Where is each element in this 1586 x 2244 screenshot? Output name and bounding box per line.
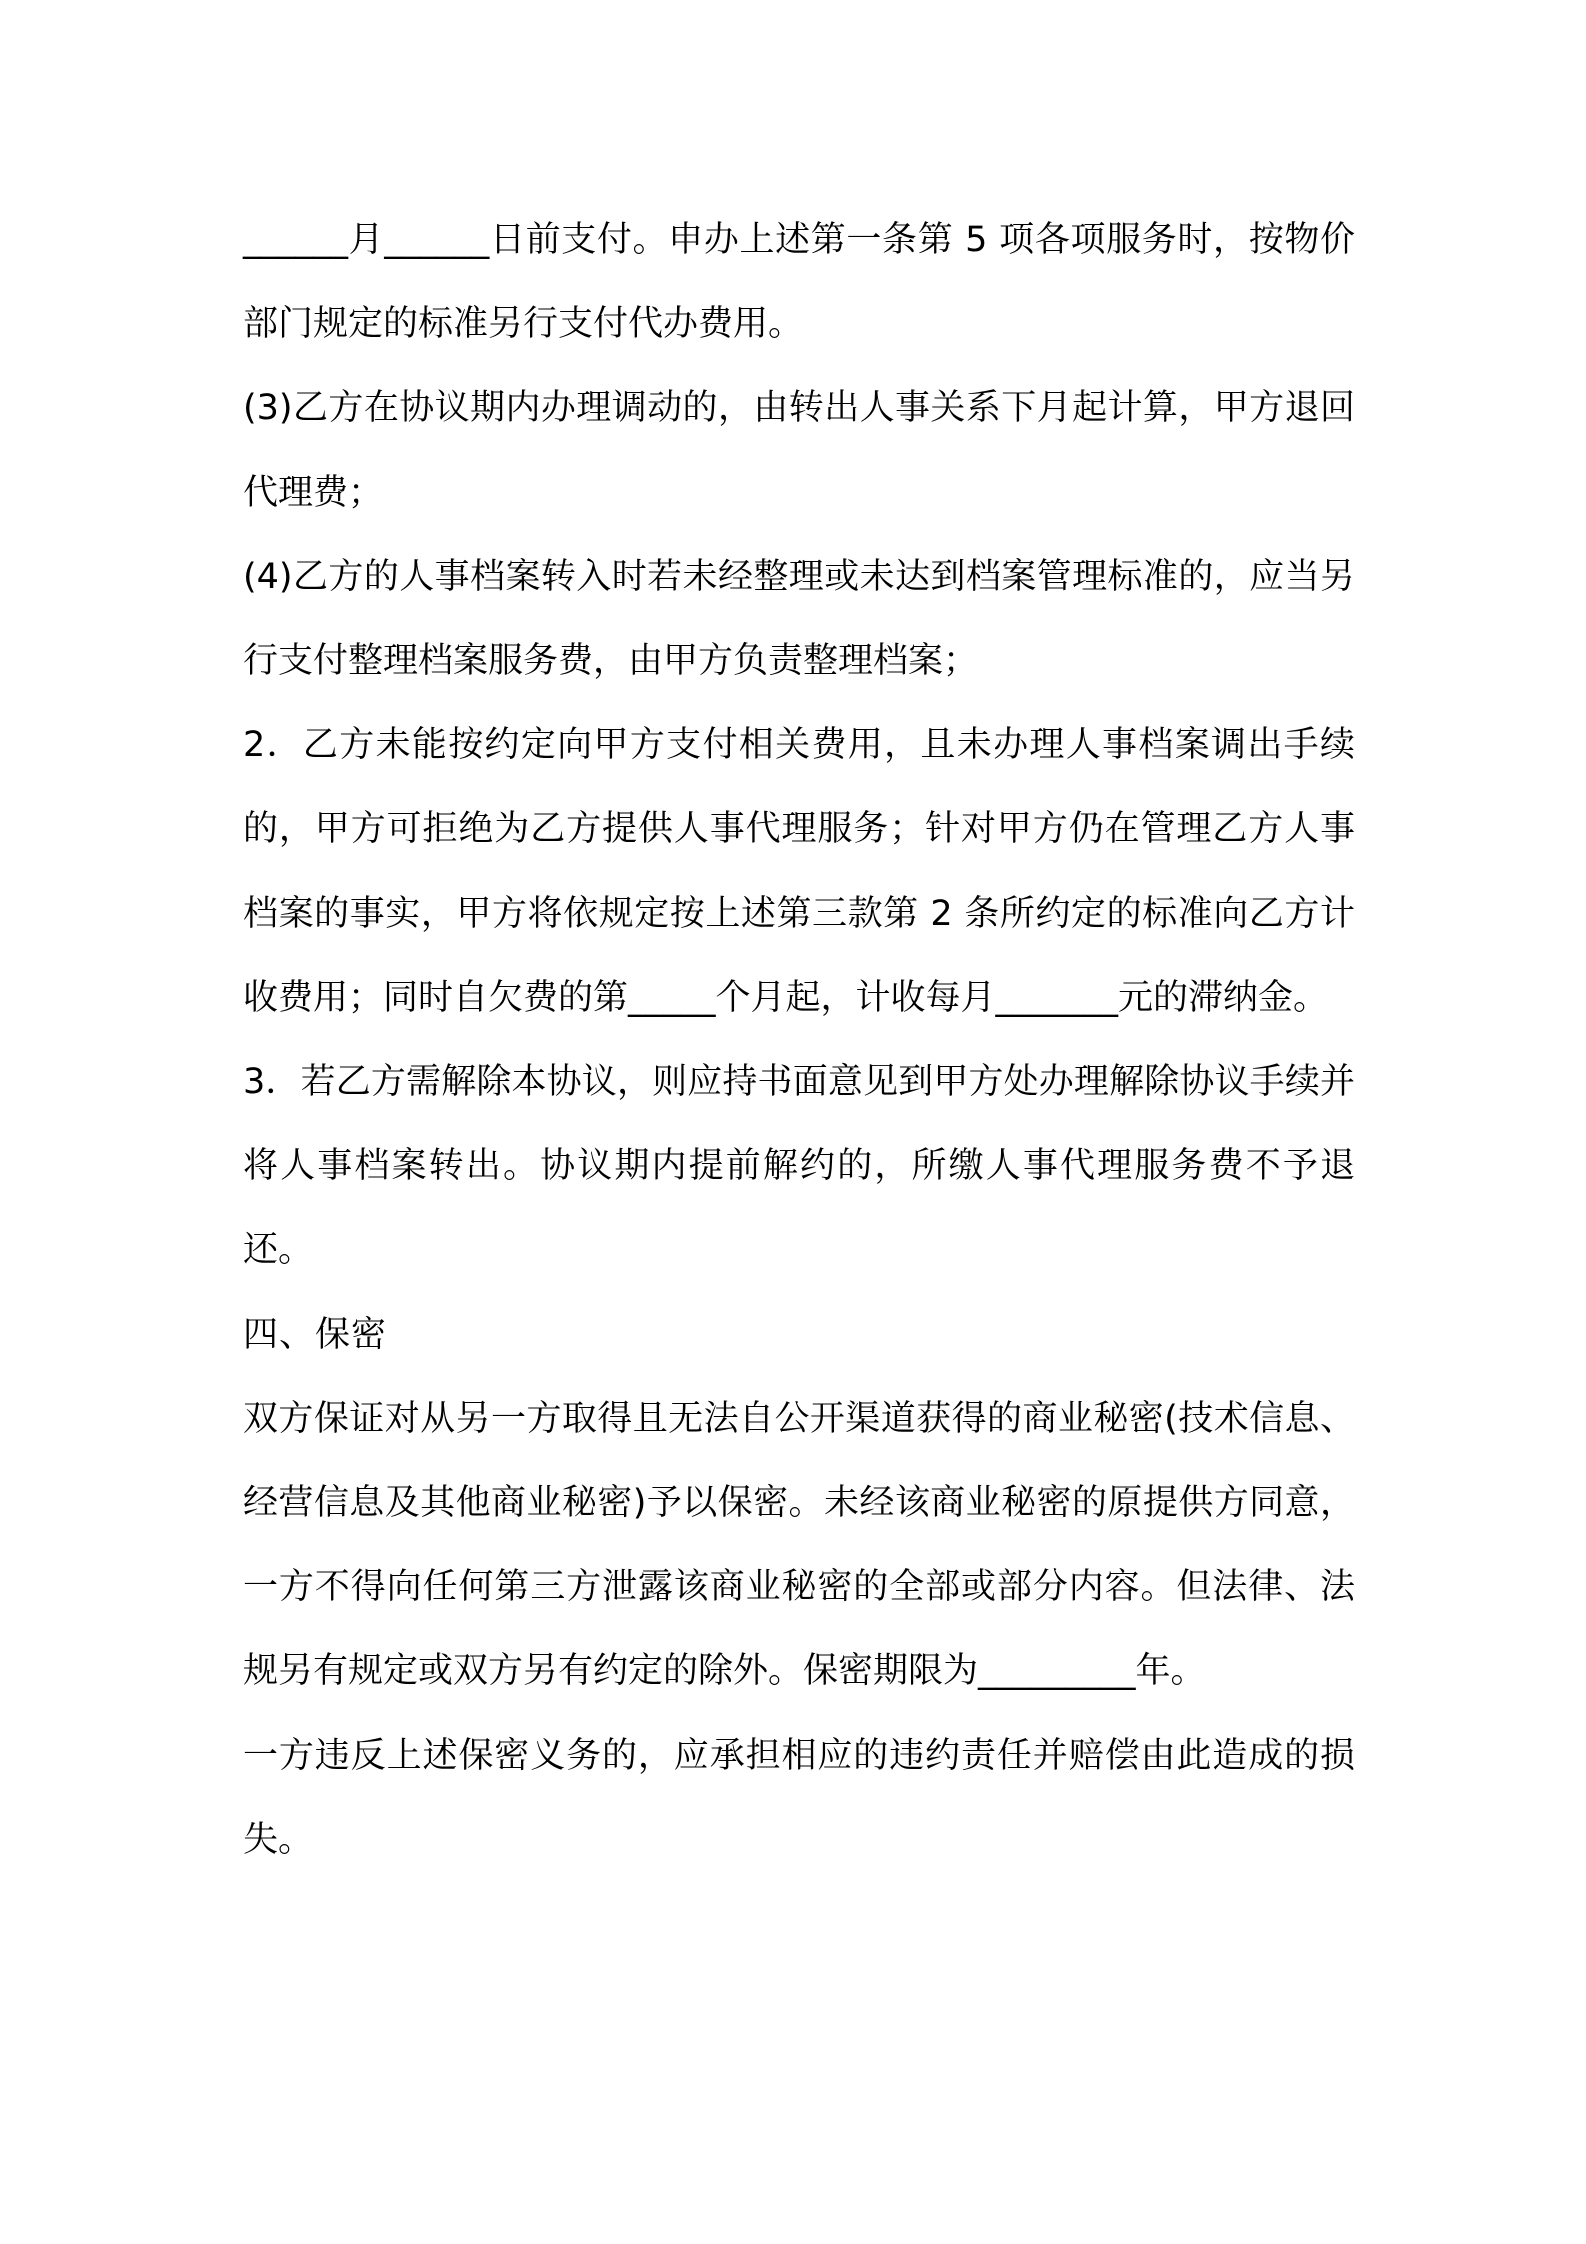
paragraph-payment-deadline: ______月______日前支付。申办上述第一条第 5 项各项服务时，按物价部门规定的标准另行支付代办费用。 <box>243 220 1355 345</box>
document-body <box>243 198 1355 1882</box>
section-heading-confidentiality: 四、保密 <box>243 1314 388 1355</box>
paragraph-unpaid-fees: 2．乙方未能按约定向甲方支付相关费用，且未办理人事档案调出手续的，甲方可拒绝为乙方提供人事代理服务；针对甲方仍在管理乙方人事档案的事实，甲方将依规定按上述第三款第 2 条所约定的标准向乙方计收费用；同时自欠费的第_____个月起，计收每月_______元的滞纳金。 <box>243 725 1355 1018</box>
paragraph-breach-liability: 一方违反上述保密义务的，应承担相应的违约责任并赔偿由此造成的损失。 <box>243 1735 1355 1860</box>
paragraph-archive-organizing: (4)乙方的人事档案转入时若未经整理或未达到档案管理标准的，应当另行支付整理档案服务费，由甲方负责整理档案； <box>243 556 1355 682</box>
paragraph-confidentiality-obligation: 双方保证对从另一方取得且无法自公开渠道获得的商业秘密(技术信息、经营信息及其他商业秘密)予以保密。未经该商业秘密的原提供方同意，一方不得向任何第三方泄露该商业秘密的全部或部分内容。但法律、法规另有规定或双方另有约定的除外。保密期限为_________年。 <box>243 1398 1355 1692</box>
paragraph-termination: 3．若乙方需解除本协议，则应持书面意见到甲方处办理解除协议手续并将人事档案转出。协议期内提前解约的，所缴人事代理服务费不予退还。 <box>243 1062 1355 1271</box>
paragraph-transfer-refund: (3)乙方在协议期内办理调动的，由转出人事关系下月起计算，甲方退回代理费； <box>243 388 1355 513</box>
